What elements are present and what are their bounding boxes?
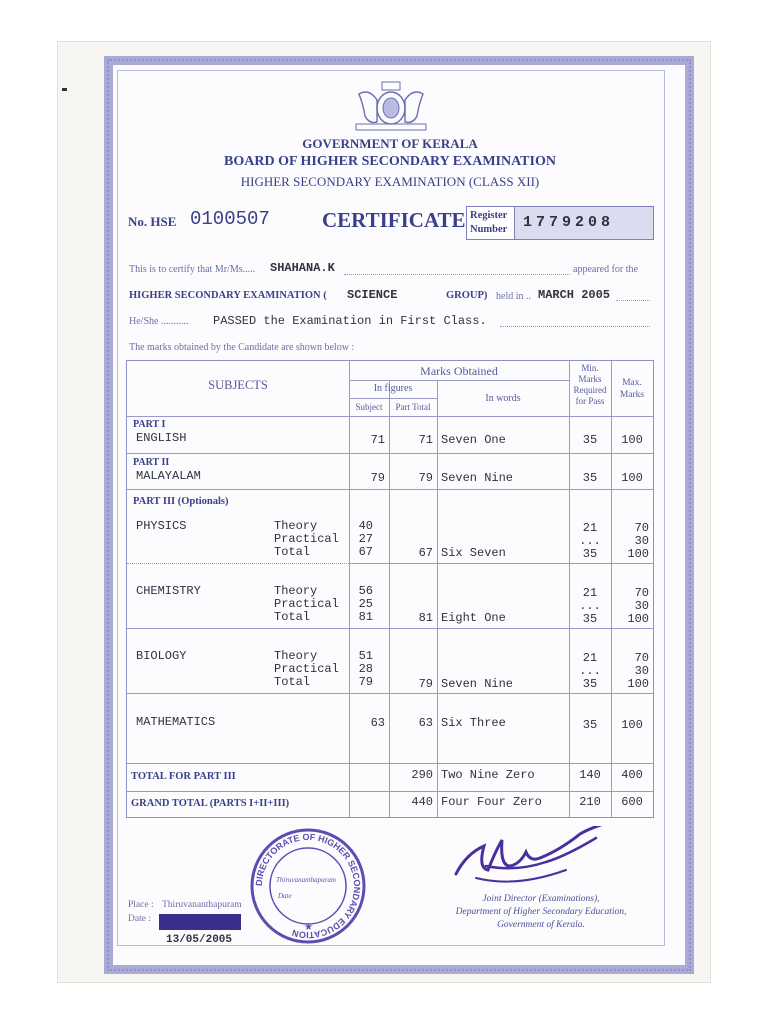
row-divider (127, 416, 653, 417)
group-label: GROUP) (446, 290, 488, 301)
result-dotted-line (500, 326, 650, 327)
min-h2: Marks (578, 374, 602, 384)
part1-max: 100 (621, 433, 643, 447)
chemistry-m-theory: 56 (358, 584, 373, 598)
physics-min-practical: ... (579, 534, 601, 548)
biology-practical: Practical (274, 662, 339, 676)
biology-min (569, 652, 611, 691)
min-h4: for Pass (575, 396, 605, 406)
row-divider (127, 489, 653, 490)
total-part3-value: 290 (411, 768, 433, 782)
chemistry-min-practical: ... (579, 599, 601, 613)
biology-min-total: 35 (582, 677, 598, 691)
physics-m-practical: 27 (358, 532, 373, 546)
physics-max-total: 100 (627, 547, 649, 561)
part2-subject: MALAYALAM (136, 469, 201, 483)
chemistry-subject: CHEMISTRY (136, 584, 201, 598)
biology-part-total: 79 (418, 677, 433, 691)
biology-m-practical: 28 (358, 662, 373, 676)
biology-subject: BIOLOGY (136, 649, 187, 663)
signatory-department: Department of Higher Secondary Education, (455, 907, 627, 917)
row-divider (127, 693, 653, 694)
chemistry-m-total: 81 (358, 610, 373, 624)
row-divider (349, 398, 437, 399)
total-part3-label: TOTAL FOR PART III (131, 771, 236, 782)
physics-min (569, 522, 611, 561)
chemistry-part-total: 81 (418, 611, 433, 625)
register-number: 1779208 (523, 214, 615, 231)
biology-max-theory: 70 (634, 651, 649, 665)
physics-max (611, 522, 649, 561)
header-government: GOVERNMENT OF KERALA (302, 136, 478, 151)
part2-words: Seven Nine (441, 471, 514, 485)
biology-max-practical: 30 (634, 664, 649, 678)
certify-suffix: appeared for the (573, 264, 638, 275)
chemistry-words: Eight One (441, 611, 506, 625)
grand-total-words: Four Four Zero (441, 795, 542, 809)
biology-components (274, 650, 339, 689)
physics-m-total: 67 (358, 545, 373, 559)
physics-m-theory: 40 (358, 519, 373, 533)
biology-m-theory: 51 (358, 649, 373, 663)
part2-label: PART II (133, 457, 170, 468)
biology-total-label: Total (274, 675, 311, 689)
part2-min: 35 (582, 471, 598, 485)
stamp-inner-place: Thiruvananthapuram (276, 876, 336, 884)
exam-label: HIGHER SECONDARY EXAMINATION ( (129, 290, 327, 301)
part2-subject-marks: 79 (370, 471, 385, 485)
row-divider (127, 628, 653, 629)
biology-theory: Theory (274, 649, 318, 663)
max-h1: Max. (622, 378, 642, 388)
subjects-header: SUBJECTS (208, 378, 268, 392)
place-label: Place : (128, 900, 154, 910)
chemistry-marks (349, 585, 373, 624)
chemistry-max (611, 587, 649, 626)
mathematics-max: 100 (621, 718, 643, 732)
date-value: 13/05/2005 (166, 934, 233, 946)
col-divider (437, 380, 438, 817)
grand-total-label: GRAND TOTAL (PARTS I+II+III) (131, 798, 290, 809)
physics-min-total: 35 (582, 547, 598, 561)
chemistry-components (274, 585, 339, 624)
part1-min: 35 (582, 433, 598, 447)
place-value: Thiruvananthapuram (162, 900, 242, 910)
grand-total-value: 440 (411, 795, 433, 809)
stamp-inner-date: Date (278, 892, 292, 900)
chemistry-max-total: 100 (627, 612, 649, 626)
register-label-1: Register (470, 210, 508, 221)
total-part3-min: 140 (579, 768, 601, 782)
min-h3: Required (573, 385, 607, 395)
chemistry-min-theory: 21 (582, 586, 598, 600)
chemistry-max-theory: 70 (634, 586, 649, 600)
date-label: Date : (128, 914, 151, 924)
part1-label: PART I (133, 419, 166, 430)
cert-no-value: 0100507 (190, 208, 270, 230)
marks-obtained-header: Marks Obtained (420, 364, 498, 378)
biology-max-total: 100 (627, 677, 649, 691)
date-redaction-bar (159, 914, 241, 930)
row-divider (127, 763, 653, 764)
row-divider (127, 453, 653, 454)
chemistry-max-practical: 30 (634, 599, 649, 613)
biology-max (611, 652, 649, 691)
physics-theory: Theory (274, 519, 318, 533)
biology-marks (349, 650, 373, 689)
grand-total-min: 210 (579, 795, 601, 809)
punch-mark (62, 88, 67, 91)
row-divider (127, 563, 653, 564)
mathematics-min: 35 (582, 718, 598, 732)
he-she-label: He/She ........... (129, 316, 189, 327)
physics-words: Six Seven (441, 546, 506, 560)
part1-subject-marks: 71 (370, 433, 385, 447)
biology-words: Seven Nine (441, 677, 514, 691)
header-exam: HIGHER SECONDARY EXAMINATION (CLASS XII) (240, 174, 540, 189)
mathematics-subject-marks: 63 (370, 716, 385, 730)
physics-max-practical: 30 (634, 534, 649, 548)
directorate-stamp (248, 826, 368, 946)
marks-note: The marks obtained by the Candidate are shown below : (129, 342, 355, 353)
grand-total-max: 600 (621, 795, 643, 809)
in-words-header: In words (485, 393, 521, 404)
kerala-emblem-icon (352, 78, 430, 132)
max-marks-header (611, 377, 653, 401)
physics-total-label: Total (274, 545, 311, 559)
physics-marks (349, 520, 373, 559)
group-value: SCIENCE (347, 288, 398, 302)
chemistry-min (569, 587, 611, 626)
chemistry-total-label: Total (274, 610, 311, 624)
mathematics-words: Six Three (441, 716, 506, 730)
name-dotted-line (344, 274, 570, 275)
signatory-title: Joint Director (Examinations), (482, 894, 600, 904)
cert-title: CERTIFICATE (322, 208, 466, 232)
physics-max-theory: 70 (634, 521, 649, 535)
min-marks-header (569, 363, 611, 407)
in-figures-header: In figures (373, 383, 413, 394)
register-label-2: Number (470, 224, 508, 235)
physics-practical: Practical (274, 532, 339, 546)
part2-part-total: 79 (418, 471, 433, 485)
cert-no-label: No. HSE (128, 214, 177, 229)
biology-min-theory: 21 (582, 651, 598, 665)
biology-m-total: 79 (358, 675, 373, 689)
part-total-header: Part Total (395, 402, 431, 412)
header-board: BOARD OF HIGHER SECONDARY EXAMINATION (224, 154, 556, 169)
mathematics-part-total: 63 (418, 716, 433, 730)
physics-part-total: 67 (418, 546, 433, 560)
physics-min-theory: 21 (582, 521, 598, 535)
part1-part-total: 71 (418, 433, 433, 447)
chemistry-theory: Theory (274, 584, 318, 598)
chemistry-m-practical: 25 (358, 597, 373, 611)
row-divider (349, 380, 569, 381)
total-part3-words: Two Nine Zero (441, 768, 535, 782)
biology-min-practical: ... (579, 664, 601, 678)
marks-table (126, 360, 654, 818)
row-divider (127, 791, 653, 792)
part1-words: Seven One (441, 433, 506, 447)
min-h1: Min. (581, 363, 599, 373)
certify-prefix: This is to certify that Mr/Ms..... (129, 264, 256, 275)
chemistry-min-total: 35 (582, 612, 598, 626)
result-text: PASSED the Examination in First Class. (213, 314, 487, 328)
total-part3-max: 400 (621, 768, 643, 782)
signatory-government: Government of Kerala. (497, 920, 585, 930)
part1-subject: ENGLISH (136, 431, 187, 445)
physics-components (274, 520, 339, 559)
held-in-label: held in .. (496, 291, 531, 302)
held-in-value: MARCH 2005 (538, 288, 611, 302)
part3-label: PART III (Optionals) (133, 496, 229, 507)
signature-icon (446, 826, 626, 896)
physics-subject: PHYSICS (136, 519, 187, 533)
register-label (467, 207, 515, 239)
subject-col-header: Subject (355, 402, 383, 412)
stamp-ring-text: DIRECTORATE OF HIGHER SECONDARY EDUCATION (253, 831, 363, 941)
register-number-box (466, 206, 654, 240)
candidate-name: SHAHANA.K (270, 261, 335, 275)
stamp-star-icon: ★ (304, 922, 313, 933)
mathematics-subject: MATHEMATICS (136, 715, 216, 729)
held-dotted-line (616, 300, 650, 301)
part2-max: 100 (621, 471, 643, 485)
chemistry-practical: Practical (274, 597, 339, 611)
max-h2: Marks (619, 390, 645, 400)
